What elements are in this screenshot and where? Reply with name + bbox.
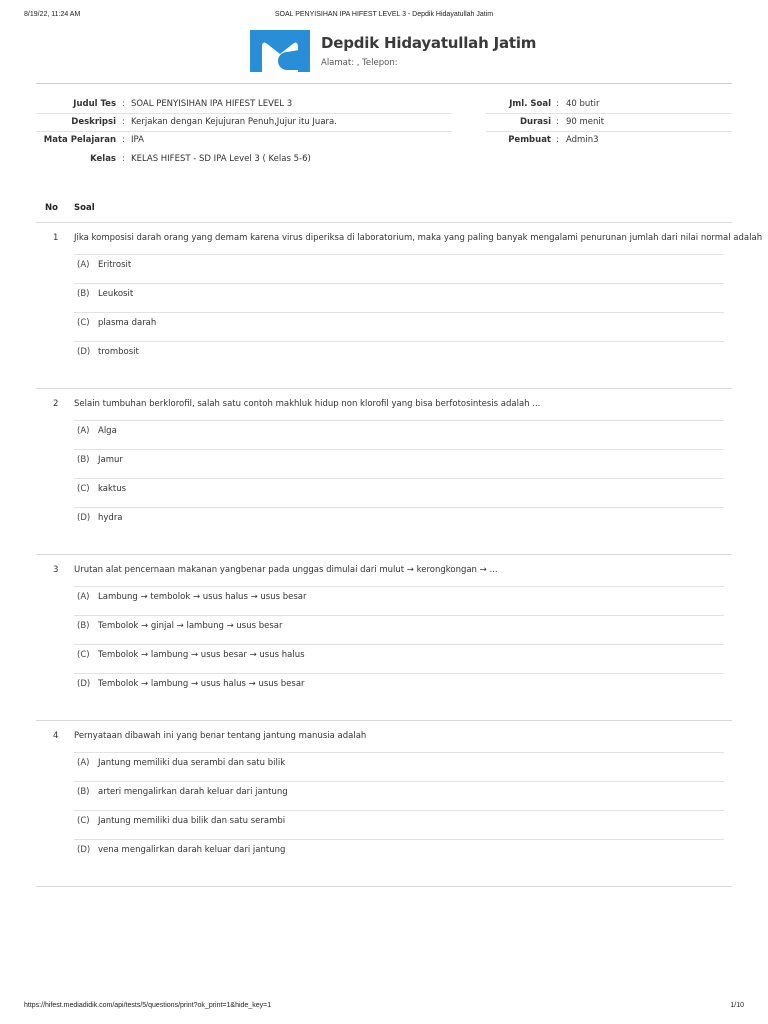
answer-option	[74, 507, 724, 536]
option-letter: (A)	[77, 426, 90, 436]
option-letter: (B)	[77, 455, 90, 465]
info-separator: :	[556, 117, 559, 127]
institution-name: Depdik Hidayatullah Jatim	[321, 34, 537, 52]
answer-option	[74, 283, 724, 312]
option-text: Tembolok → ginjal → lambung → usus besar	[98, 621, 283, 631]
info-separator: :	[122, 135, 125, 145]
info-label: Durasi	[519, 117, 551, 127]
option-text: Tembolok → lambung → usus halus → usus besar	[98, 679, 305, 689]
answer-option	[74, 615, 724, 644]
question-text: Pernyataan dibawah ini yang benar tentang jantung manusia adalah	[74, 731, 367, 741]
print-footer	[24, 1002, 744, 1012]
option-text: Leukosit	[98, 289, 134, 299]
answer-option	[74, 673, 724, 702]
brand-logo-icon	[250, 30, 310, 72]
info-separator: :	[556, 135, 559, 145]
info-value: KELAS HIFEST - SD IPA Level 3 ( Kelas 5-6)	[131, 154, 311, 164]
test-info-right	[486, 96, 732, 156]
answer-option	[74, 644, 724, 673]
option-letter: (A)	[77, 592, 90, 602]
option-letter: (A)	[77, 758, 90, 768]
print-document-title: SOAL PENYISIHAN IPA HIFEST LEVEL 3 - Depdik Hidayatullah Jatim	[274, 11, 494, 18]
question-number: 1	[53, 233, 59, 243]
question-text: Jika komposisi darah orang yang demam karena virus diperiksa di laboratorium, maka yang paling banyak mengalami penurunan jumlah dari nilai normal adalah	[74, 233, 763, 243]
info-value: 40 butir	[566, 99, 600, 109]
answer-options	[74, 254, 724, 370]
page-url[interactable]: https://hifest.mediadidik.com/api/tests/5/questions/print?ok_print=1&hide_key=1	[24, 1002, 272, 1009]
info-value: 90 menit	[566, 117, 605, 127]
page-number: 1/10	[730, 1002, 744, 1009]
answer-option	[74, 449, 724, 478]
info-label: Pembuat	[508, 135, 551, 145]
answer-option	[74, 478, 724, 507]
option-text: kaktus	[98, 484, 127, 494]
option-letter: (C)	[77, 318, 90, 328]
column-header-soal: Soal	[74, 203, 95, 213]
info-label: Deskripsi	[71, 117, 116, 127]
answer-options	[74, 752, 724, 868]
answer-option	[74, 752, 724, 781]
option-letter: (C)	[77, 650, 90, 660]
question-item	[36, 555, 732, 721]
answer-options	[74, 420, 724, 536]
table-header	[36, 195, 732, 223]
info-label: Judul Tes	[73, 99, 116, 109]
option-text: Eritrosit	[98, 260, 132, 270]
info-value: Kerjakan dengan Kejujuran Penuh,Jujur itu Juara.	[131, 117, 337, 127]
info-separator: :	[122, 117, 125, 127]
question-text: Selain tumbuhan berklorofil, salah satu contoh makhluk hidup non klorofil yang bisa berfotosintesis adalah ...	[74, 399, 541, 409]
question-item	[36, 721, 732, 887]
option-letter: (C)	[77, 816, 90, 826]
info-separator: :	[122, 99, 125, 109]
option-text: trombosit	[98, 347, 139, 357]
question-item	[36, 223, 763, 389]
option-text: Jantung memiliki dua bilik dan satu serambi	[98, 816, 286, 826]
option-text: vena mengalirkan darah keluar dari jantung	[98, 845, 286, 855]
question-number: 3	[53, 565, 59, 575]
info-row-deskripsi	[36, 114, 452, 132]
questions-table	[36, 195, 763, 887]
option-letter: (D)	[77, 679, 91, 689]
print-datetime: 8/19/22, 11:24 AM	[24, 11, 81, 18]
option-text: Lambung → tembolok → usus halus → usus besar	[98, 592, 307, 602]
option-letter: (D)	[77, 845, 91, 855]
option-text: arteri mengalirkan darah keluar dari jantung	[98, 787, 288, 797]
option-letter: (B)	[77, 621, 90, 631]
answer-option	[74, 781, 724, 810]
institution-address: Alamat: , Telepon:	[321, 58, 398, 68]
info-value: SOAL PENYISIHAN IPA HIFEST LEVEL 3	[131, 99, 293, 109]
answer-option	[74, 839, 724, 868]
option-letter: (B)	[77, 289, 90, 299]
option-text: Alga	[98, 426, 117, 436]
info-value: IPA	[131, 135, 144, 145]
option-text: Tembolok → lambung → usus besar → usus halus	[98, 650, 305, 660]
question-text: Urutan alat pencernaan makanan yangbenar pada unggas dimulai dari mulut → kerongkongan → ...	[74, 565, 498, 575]
answer-option	[74, 254, 724, 283]
option-letter: (D)	[77, 347, 91, 357]
info-row-mata-pelajaran	[36, 132, 452, 150]
option-text: Jantung memiliki dua serambi dan satu bilik	[98, 758, 286, 768]
info-label: Mata Pelajaran	[43, 135, 116, 145]
option-letter: (C)	[77, 484, 90, 494]
option-letter: (B)	[77, 787, 90, 797]
option-letter: (A)	[77, 260, 90, 270]
answer-option	[74, 312, 724, 341]
test-info-left	[36, 96, 452, 176]
option-letter: (D)	[77, 513, 91, 523]
info-label: Kelas	[90, 154, 116, 164]
option-text: hydra	[98, 513, 123, 523]
info-row-kelas	[36, 151, 452, 169]
info-row-durasi	[486, 114, 732, 132]
answer-options	[74, 586, 724, 702]
info-row-judul	[36, 96, 452, 114]
question-item	[36, 389, 732, 555]
answer-option	[74, 586, 724, 615]
info-label: Jml. Soal	[509, 99, 551, 109]
info-row-jml-soal	[486, 96, 732, 114]
info-separator: :	[556, 99, 559, 109]
info-separator: :	[122, 154, 125, 164]
option-text: Jamur	[98, 455, 123, 465]
info-value: Admin3	[566, 135, 599, 145]
print-header	[24, 11, 744, 21]
answer-option	[74, 420, 724, 449]
option-text: plasma darah	[98, 318, 157, 328]
question-number: 2	[53, 399, 59, 409]
column-header-no: No	[45, 203, 58, 213]
header-divider	[36, 83, 732, 84]
question-number: 4	[53, 731, 59, 741]
info-row-pembuat	[486, 132, 732, 150]
answer-option	[74, 810, 724, 839]
answer-option	[74, 341, 724, 370]
